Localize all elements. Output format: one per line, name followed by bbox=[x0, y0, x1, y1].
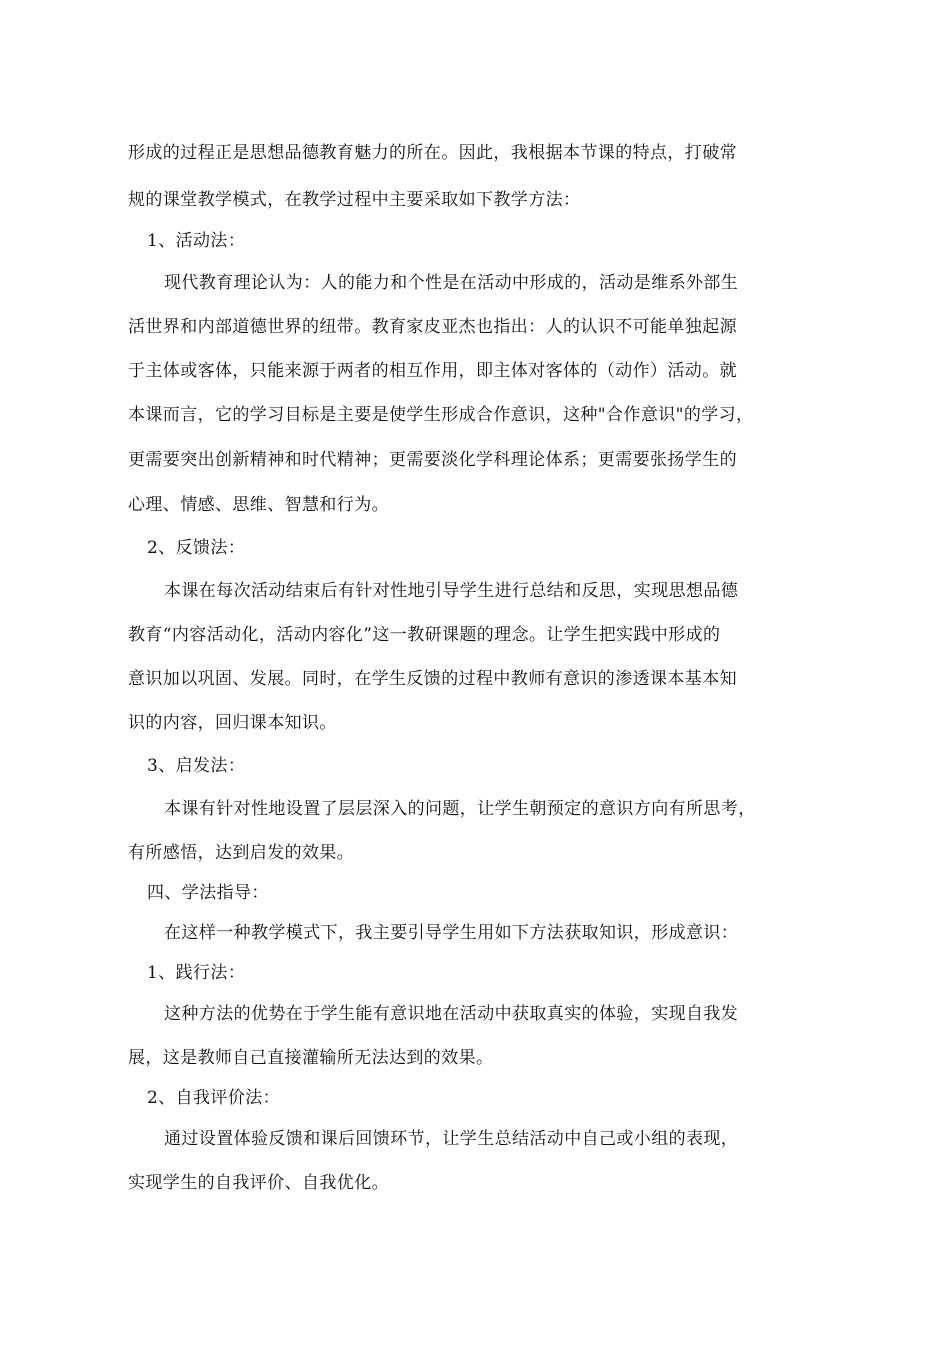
paragraph-line: 实现学生的自我评价、自我优化。 bbox=[128, 1173, 389, 1193]
paragraph-line: 意识加以巩固、发展。同时，在学生反馈的过程中教师有意识的渗透课本基本知 bbox=[128, 669, 737, 689]
paragraph-line: 识的内容，回归课本知识。 bbox=[128, 713, 337, 733]
section-heading: 1、践行法： bbox=[147, 963, 246, 983]
paragraph-line: 活世界和内部道德世界的纽带。教育家皮亚杰也指出：人的认识不可能单独起源 bbox=[128, 317, 737, 337]
paragraph-line: 规的课堂教学模式，在教学过程中主要采取如下教学方法： bbox=[128, 190, 581, 210]
section-heading: 3、启发法： bbox=[147, 756, 246, 776]
paragraph-line: 现代教育理论认为：人的能力和个性是在活动中形成的，活动是维系外部生 bbox=[164, 273, 739, 293]
section-heading: 2、自我评价法： bbox=[147, 1088, 281, 1108]
paragraph-line: 本课在每次活动结束后有针对性地引导学生进行总结和反思，实现思想品德 bbox=[164, 581, 739, 601]
section-heading: 四、学法指导： bbox=[147, 883, 269, 903]
paragraph-line: 通过设置体验反馈和课后回馈环节，让学生总结活动中自己或小组的表现， bbox=[164, 1129, 739, 1149]
paragraph-line: 形成的过程正是思想品德教育魅力的所在。因此，我根据本节课的特点，打破常 bbox=[128, 143, 737, 163]
section-heading: 2、反馈法： bbox=[147, 538, 246, 558]
paragraph-line: 在这样一种教学模式下，我主要引导学生用如下方法获取知识，形成意识： bbox=[164, 923, 739, 943]
paragraph-line: 这种方法的优势在于学生能有意识地在活动中获取真实的体验，实现自我发 bbox=[164, 1004, 739, 1024]
paragraph-line: 更需要突出创新精神和时代精神；更需要淡化学科理论体系；更需要张扬学生的 bbox=[128, 450, 737, 470]
paragraph-line: 教育“内容活动化，活动内容化”这一教研课题的理念。让学生把实践中形成的 bbox=[128, 625, 721, 645]
section-heading: 1、活动法： bbox=[147, 231, 246, 251]
paragraph-line: 本课有针对性地设置了层层深入的问题，让学生朝预定的意识方向有所思考， bbox=[164, 799, 756, 819]
paragraph-line: 有所感悟，达到启发的效果。 bbox=[128, 843, 355, 863]
paragraph-line: 本课而言，它的学习目标是主要是使学生形成合作意识，这种"合作意识"的学习， bbox=[128, 405, 754, 425]
paragraph-line: 于主体或客体，只能来源于两者的相互作用，即主体对客体的（动作）活动。就 bbox=[128, 361, 737, 381]
paragraph-line: 展，这是教师自己直接灌输所无法达到的效果。 bbox=[128, 1048, 494, 1068]
paragraph-line: 心理、情感、思维、智慧和行为。 bbox=[128, 495, 389, 515]
